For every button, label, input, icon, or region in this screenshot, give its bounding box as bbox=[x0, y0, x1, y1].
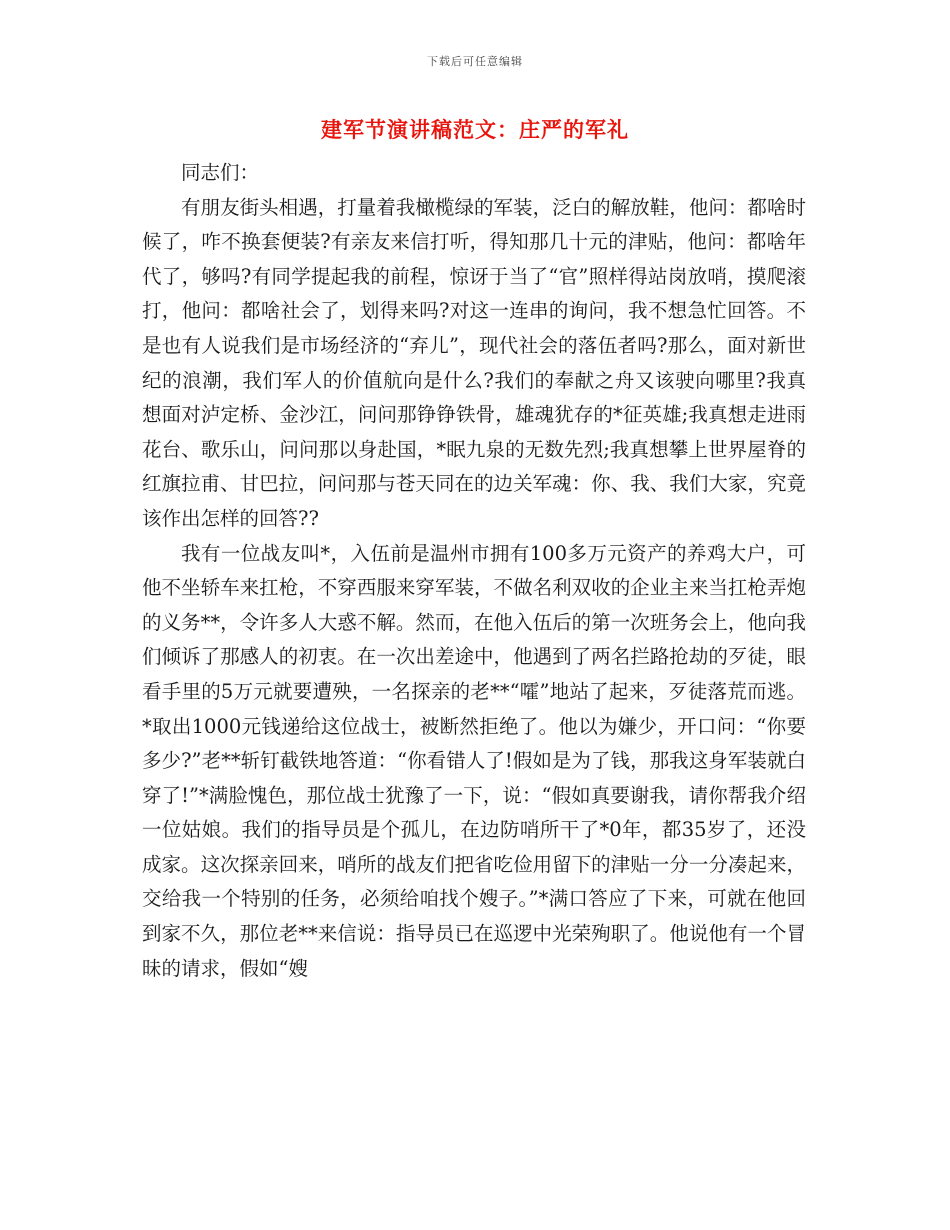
body-paragraph: 有朋友街头相遇，打量着我橄榄绿的军装，泛白的解放鞋，他问：都啥时候了，咋不换套便装?有亲友来信打听，得知那几十元的津贴，他问：都啥年代了，够吗?有同学提起我的前程，惊讶于当了“官”照样得站岗放哨，摸爬滚打，他问：都啥社会了，划得来吗?对这一连串的询问，我不想急忙回答。不是也有人说我们是市场经济的“弃儿”，现代社会的落伍者吗?那么，面对新世纪的浪潮，我们军人的价值航向是什么?我们的奉献之舟又该驶向哪里?我真想面对泸定桥、金沙江，问问那铮铮铁骨，雄魂犹存的*征英雄;我真想走进雨花台、歌乐山，问问那以身赴国，*眠九泉的无数先烈;我真想攀上世界屋脊的红旗拉甫、甘巴拉，问问那与苍天同在的边关军魂：你、我、我们大家，究竟该作出怎样的回答?? bbox=[142, 195, 806, 530]
document-body bbox=[142, 156, 806, 986]
document-title: 建军节演讲稿范文：庄严的军礼 bbox=[321, 117, 629, 142]
body-paragraph: 我有一位战友叫*，入伍前是温州市拥有100多万元资产的养鸡大户，可他不坐轿车来扛枪，不穿西服来穿军装，不做名利双收的企业主来当扛枪弄炮的义务**，令许多人大惑不解。然而，在他入伍后的第一次班务会上，他向我们倾诉了那感人的初衷。在一次出差途中，他遇到了两名拦路抢劫的歹徒，眼看手里的5万元就要遭殃，一名探亲的老**“嚯”地站了起来，歹徒落荒而逃。*取出1000元钱递给这位战士，被断然拒绝了。他以为嫌少，开口问：“你要多少?”老**斩钉截铁地答道：“你看错人了!假如是为了钱，那我这身军装就白穿了!”*满脸愧色，那位战士犹豫了一下，说：“假如真要谢我，请你帮我介绍一位姑娘。我们的指导员是个孤儿，在边防哨所干了*0年，都35岁了，还没成家。这次探亲回来，哨所的战友们把省吃俭用留下的津贴一分一分凑起来，交给我一个特别的任务，必须给咱找个嫂子。”*满口答应了下来，可就在他回到家不久，那位老**来信说：指导员已在巡逻中光荣殉职了。他说他有一个冒昧的请求，假如“嫂 bbox=[142, 541, 806, 980]
header-note: 下载后可任意编辑 bbox=[427, 55, 523, 68]
greeting-paragraph: 同志们： bbox=[181, 161, 260, 184]
